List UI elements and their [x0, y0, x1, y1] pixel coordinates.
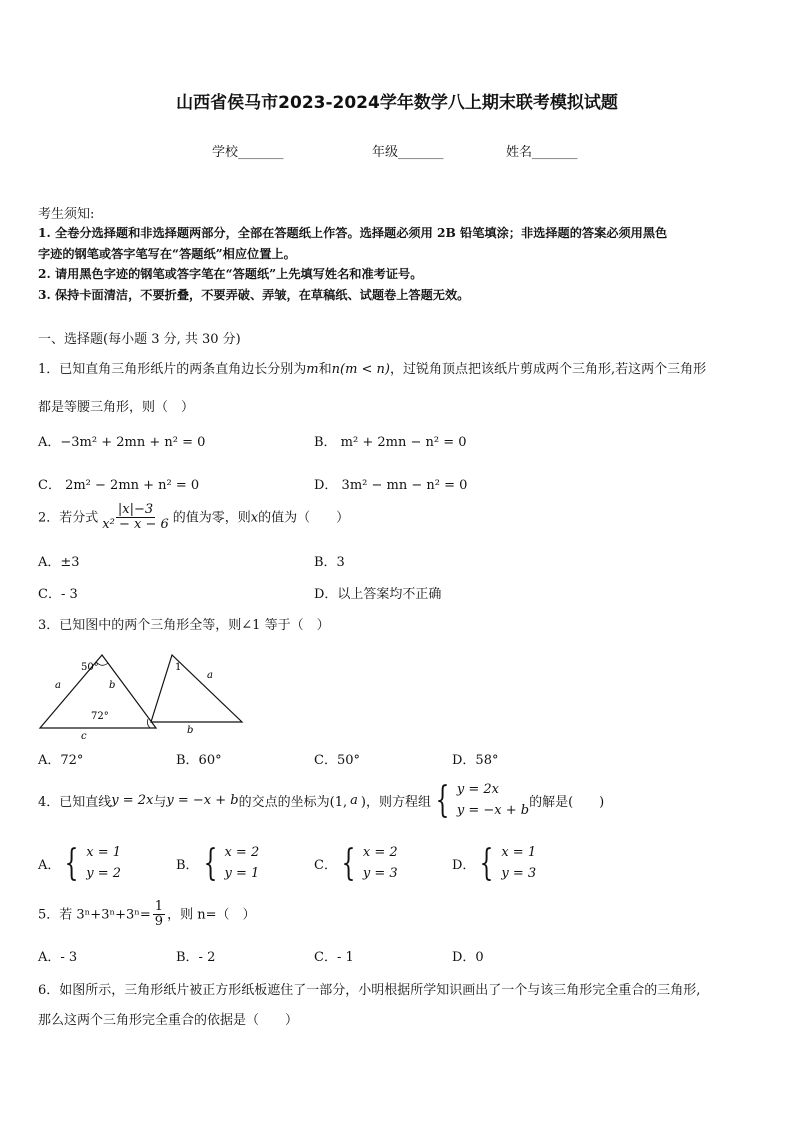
angle-72-label: 72° — [91, 711, 109, 722]
q4-equation-system: { y = 2x y = −x + b — [435, 779, 530, 821]
notice-item-2: 2. 请用黑色字迹的钢笔或答字笔在“答题纸”上先填写姓名和准考证号。 — [38, 267, 423, 281]
svg-text:b: b — [187, 725, 194, 736]
q4-option-b[interactable]: B． { x = 2 y = 1 — [176, 842, 260, 884]
q2-option-b[interactable]: B．3 — [314, 555, 345, 570]
q2-option-c[interactable]: C．- 3 — [38, 587, 78, 602]
angle-50-label: 50° — [81, 662, 99, 673]
q3-triangles-figure — [36, 650, 248, 742]
question-6-line2: 那么这两个三角形完全重合的依据是（ ） — [38, 1013, 299, 1028]
q3-option-d[interactable]: D．58° — [452, 753, 499, 768]
question-2: 2．若分式 $\frac{|x|-3}{\text{x² − x − 6}}$ 的值为零，则x的值为（ ） — [38, 502, 350, 533]
q2-option-a[interactable]: A．±3 — [38, 555, 80, 570]
svg-text:a: a — [55, 680, 61, 691]
notice-item-3: 3. 保持卡面清洁，不要折叠，不要弄破、弄皱，在草稿纸、试题卷上答题无效。 — [38, 288, 470, 302]
q3-option-c[interactable]: C．50° — [314, 753, 360, 768]
name-field: 姓名_______ — [506, 145, 578, 160]
q1-option-b[interactable]: B． m² + 2mn − n² = 0 — [314, 435, 467, 450]
notice-item-1-cont: 字迹的钢笔或答字笔写在“答题纸”相应位置上。 — [38, 247, 296, 261]
q4-option-d[interactable]: D． { x = 1 y = 3 — [452, 842, 537, 884]
grade-field: 年级_______ — [372, 145, 444, 160]
q1-option-d[interactable]: D． 3m² − mn − n² = 0 — [314, 478, 468, 493]
page-title: 山西省侯马市2023-2024学年数学八上期末联考模拟试题 — [176, 93, 618, 113]
notice-item-1: 1. 全卷分选择题和非选择题两部分，全部在答题纸上作答。选择题必须用 2B 铅笔填涂；非选择题的答案必须用黑色 — [38, 226, 668, 240]
question-1-line1: 1．已知直角三角形纸片的两条直角边长分别为m和n(m < n)，过锐角顶点把该纸片剪成两个三角形,若这两个三角形 — [38, 362, 707, 377]
svg-text:c: c — [81, 731, 87, 742]
q1-option-a[interactable]: A．−3m² + 2mn + n² = 0 — [38, 435, 206, 450]
question-6-line1: 6．如图所示，三角形纸片被正方形纸板遮住了一部分，小明根据所学知识画出了一个与该三角形完全重合的三角形, — [38, 983, 701, 998]
q3-option-b[interactable]: B．60° — [176, 753, 222, 768]
q1-option-c[interactable]: C． 2m² − 2mn + n² = 0 — [38, 478, 200, 493]
q5-option-d[interactable]: D．0 — [452, 950, 484, 965]
q3-option-a[interactable]: A．72° — [38, 753, 84, 768]
angle-1-label: 1 — [175, 662, 182, 673]
svg-text:a: a — [207, 670, 213, 681]
q4-option-c[interactable]: C． { x = 2 y = 3 — [314, 842, 398, 884]
question-3: 3．已知图中的两个三角形全等，则∠1 等于（ ） — [38, 618, 330, 633]
section-heading: 一、选择题(每小题 3 分, 共 30 分) — [38, 332, 241, 347]
q2-fraction: $\frac{|x|-3}{\text{x² − x − 6}}$ — [102, 502, 169, 533]
question-1-line2: 都是等腰三角形，则（ ） — [38, 400, 195, 415]
notice-heading: 考生须知: — [38, 207, 95, 222]
q5-option-c[interactable]: C．- 1 — [314, 950, 354, 965]
triangle-right — [151, 655, 242, 722]
q4-option-a[interactable]: A． { x = 1 y = 2 — [38, 842, 122, 884]
question-4: 4．已知直线 y = 2x 与 y = −x + b 的交点的坐标为(1, a )，则方程组 { y = 2x y = −x + b 的解是( ) — [38, 779, 605, 821]
q2-option-d[interactable]: D．以上答案均不正确 — [314, 587, 442, 602]
q5-fraction: $\frac{1}{9}$ — [154, 899, 164, 930]
svg-text:b: b — [109, 680, 116, 691]
question-5: 5．若 3ⁿ+3ⁿ+3ⁿ= $\frac{1}{9}$ ，则 n=（ ） — [38, 899, 256, 930]
q5-option-b[interactable]: B．- 2 — [176, 950, 216, 965]
q5-option-a[interactable]: A．- 3 — [38, 950, 78, 965]
school-field: 学校_______ — [212, 145, 284, 160]
